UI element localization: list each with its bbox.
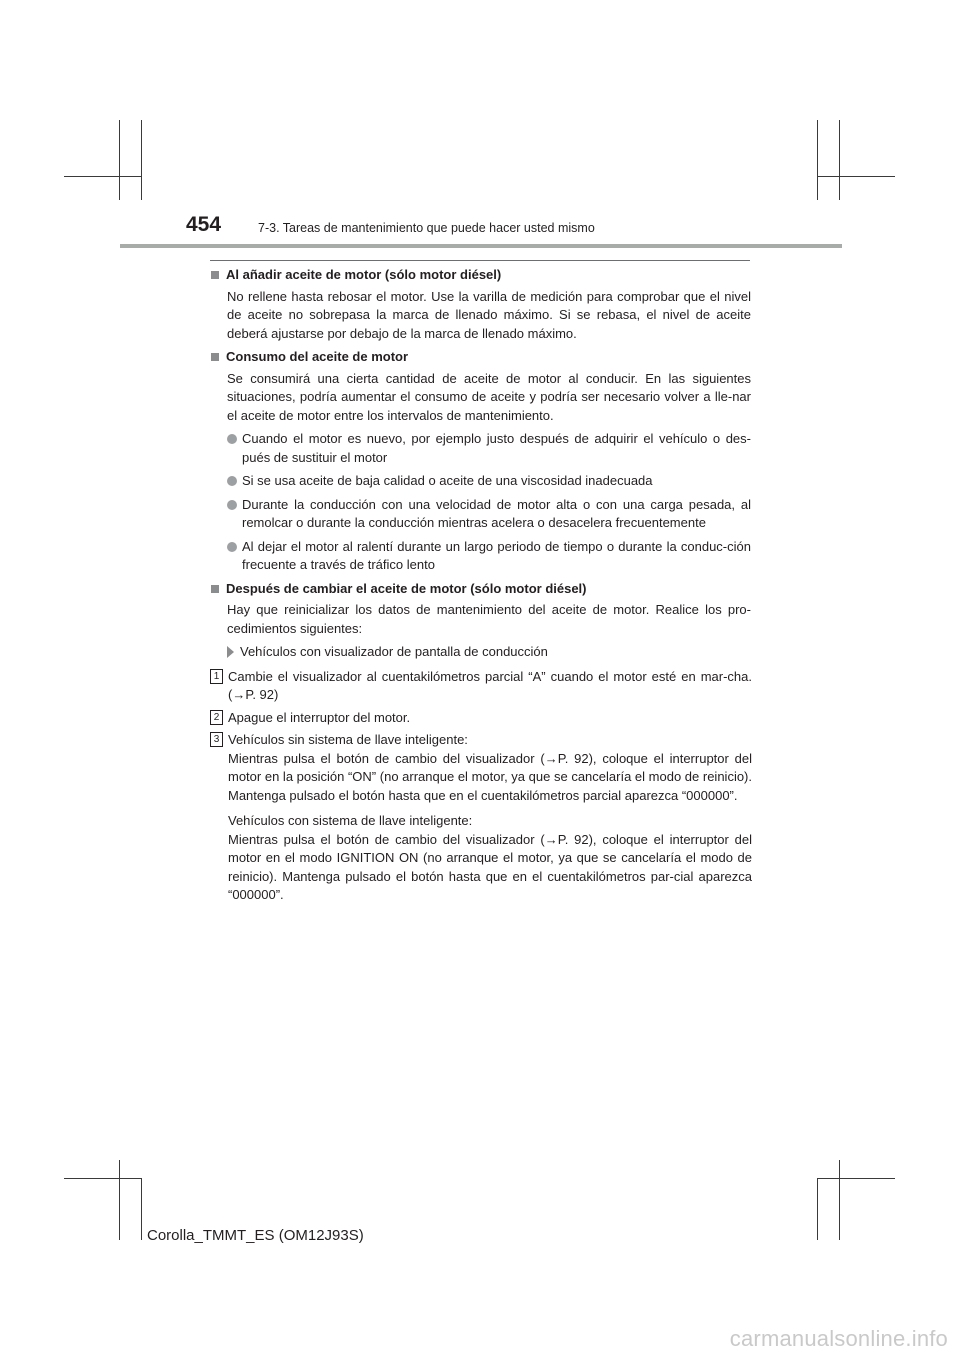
footer-document-id: Corolla_TMMT_ES (OM12J93S)	[147, 1227, 364, 1244]
crop-mark	[119, 1160, 120, 1240]
crop-mark	[64, 1178, 142, 1179]
page-content	[210, 266, 751, 909]
list-item-text: Al dejar el motor al ralentí durante un largo periodo de tiempo o durante la conduc-ción frecuente a través de tráfico lento	[242, 538, 751, 572]
page-number: 454	[186, 213, 222, 236]
procedure-step	[210, 709, 751, 728]
procedure-subtitle	[227, 643, 751, 662]
crop-mark	[141, 1178, 142, 1240]
circle-bullet-icon	[227, 476, 237, 486]
paragraph: Se consumirá una cierta cantidad de aceite de motor al conducir. En las siguientes situaciones, podría aumentar el consumo de aceite y podría ser necesario volver a lle-nar el aceite de motor entre los intervalos de mantenimiento.	[227, 370, 751, 423]
procedure-step	[210, 668, 751, 705]
step-condition: Vehículos sin sistema de llave inteligente:	[228, 732, 468, 747]
step-condition: Vehículos con sistema de llave inteligente:	[228, 813, 473, 828]
paragraph: No rellene hasta rebosar el motor. Use la varilla de medición para comprobar que el nivel de aceite no sobrepasa la marca de llenado máximo. Si se rebasa, el nivel de aceite deberá ajustarse por debajo de la marca de llenado máximo.	[227, 288, 751, 341]
list-item-text: Cuando el motor es nuevo, por ejemplo justo después de adquirir el vehículo o des-pués de sustituir el motor	[242, 431, 751, 465]
content-rule	[210, 260, 750, 261]
step-number: 2	[210, 710, 223, 725]
circle-bullet-icon	[227, 500, 237, 510]
crop-mark	[817, 1178, 818, 1240]
step-body	[228, 731, 752, 905]
step-text: Mientras pulsa el botón de cambio del visualizador (→P. 92), coloque el interruptor del motor en la posición “ON” (no arranque el motor, ya que se cancelaría el modo de reinicio). Mantenga pulsado el botón hasta que en el cuentakilómetros parcial aparezca “000000”.	[228, 750, 752, 803]
step-text: Apague el interruptor del motor.	[228, 709, 411, 725]
header-rule	[120, 244, 842, 248]
heading-text: Después de cambiar el aceite de motor (sólo motor diésel)	[226, 580, 587, 596]
heading-text: Al añadir aceite de motor (sólo motor diésel)	[226, 267, 502, 282]
crop-mark	[839, 120, 840, 200]
paragraph: Hay que reinicializar los datos de mantenimiento del aceite de motor. Realice los pro-cedimientos siguientes:	[227, 602, 751, 636]
crop-mark	[141, 120, 142, 200]
heading-text: Consumo del aceite de motor	[226, 349, 409, 364]
square-bullet-icon	[211, 353, 219, 361]
crop-mark	[119, 120, 120, 200]
crop-mark	[817, 176, 895, 177]
crop-mark	[817, 120, 818, 200]
section-heading	[210, 580, 751, 599]
list-item-text: Si se usa aceite de baja calidad o aceite de una viscosidad inadecuada	[242, 473, 653, 488]
crop-mark	[839, 1160, 840, 1240]
step-text: Cambie el visualizador al cuentakilómetros parcial “A” cuando el motor esté en mar-cha. (→P. 92)	[228, 668, 752, 702]
procedure-subtitle-text: Vehículos con visualizador de pantalla de conducción	[240, 644, 548, 659]
list-item	[227, 430, 751, 467]
circle-bullet-icon	[227, 542, 237, 552]
list-item	[227, 472, 751, 491]
step-number: 1	[210, 669, 223, 684]
procedure-step	[210, 731, 751, 905]
step-number: 3	[210, 732, 223, 747]
square-bullet-icon	[211, 271, 219, 279]
circle-bullet-icon	[227, 434, 237, 444]
section-title: 7-3. Tareas de mantenimiento que puede hacer usted mismo	[258, 221, 595, 235]
watermark: carmanualsonline.info	[729, 1326, 948, 1351]
list-item	[227, 538, 751, 575]
section-heading	[210, 348, 751, 367]
crop-mark	[817, 1178, 895, 1179]
triangle-arrow-icon	[227, 646, 234, 658]
section-heading	[210, 266, 751, 285]
crop-mark	[64, 176, 142, 177]
list-item	[227, 496, 751, 533]
step-text: Mientras pulsa el botón de cambio del visualizador (→P. 92), coloque el interruptor del motor en el modo IGNITION ON (no arranque el motor, ya que se cancelaría el modo de reinicio). Mantenga pulsado el botón hasta que en el cuentakilómetros par-cial aparezca “000000”.	[228, 831, 752, 902]
list-item-text: Durante la conducción con una velocidad de motor alta o con una carga pesada, al remolcar o durante la conducción mientras acelera o desacelera frecuentemente	[242, 496, 751, 530]
square-bullet-icon	[211, 585, 219, 593]
